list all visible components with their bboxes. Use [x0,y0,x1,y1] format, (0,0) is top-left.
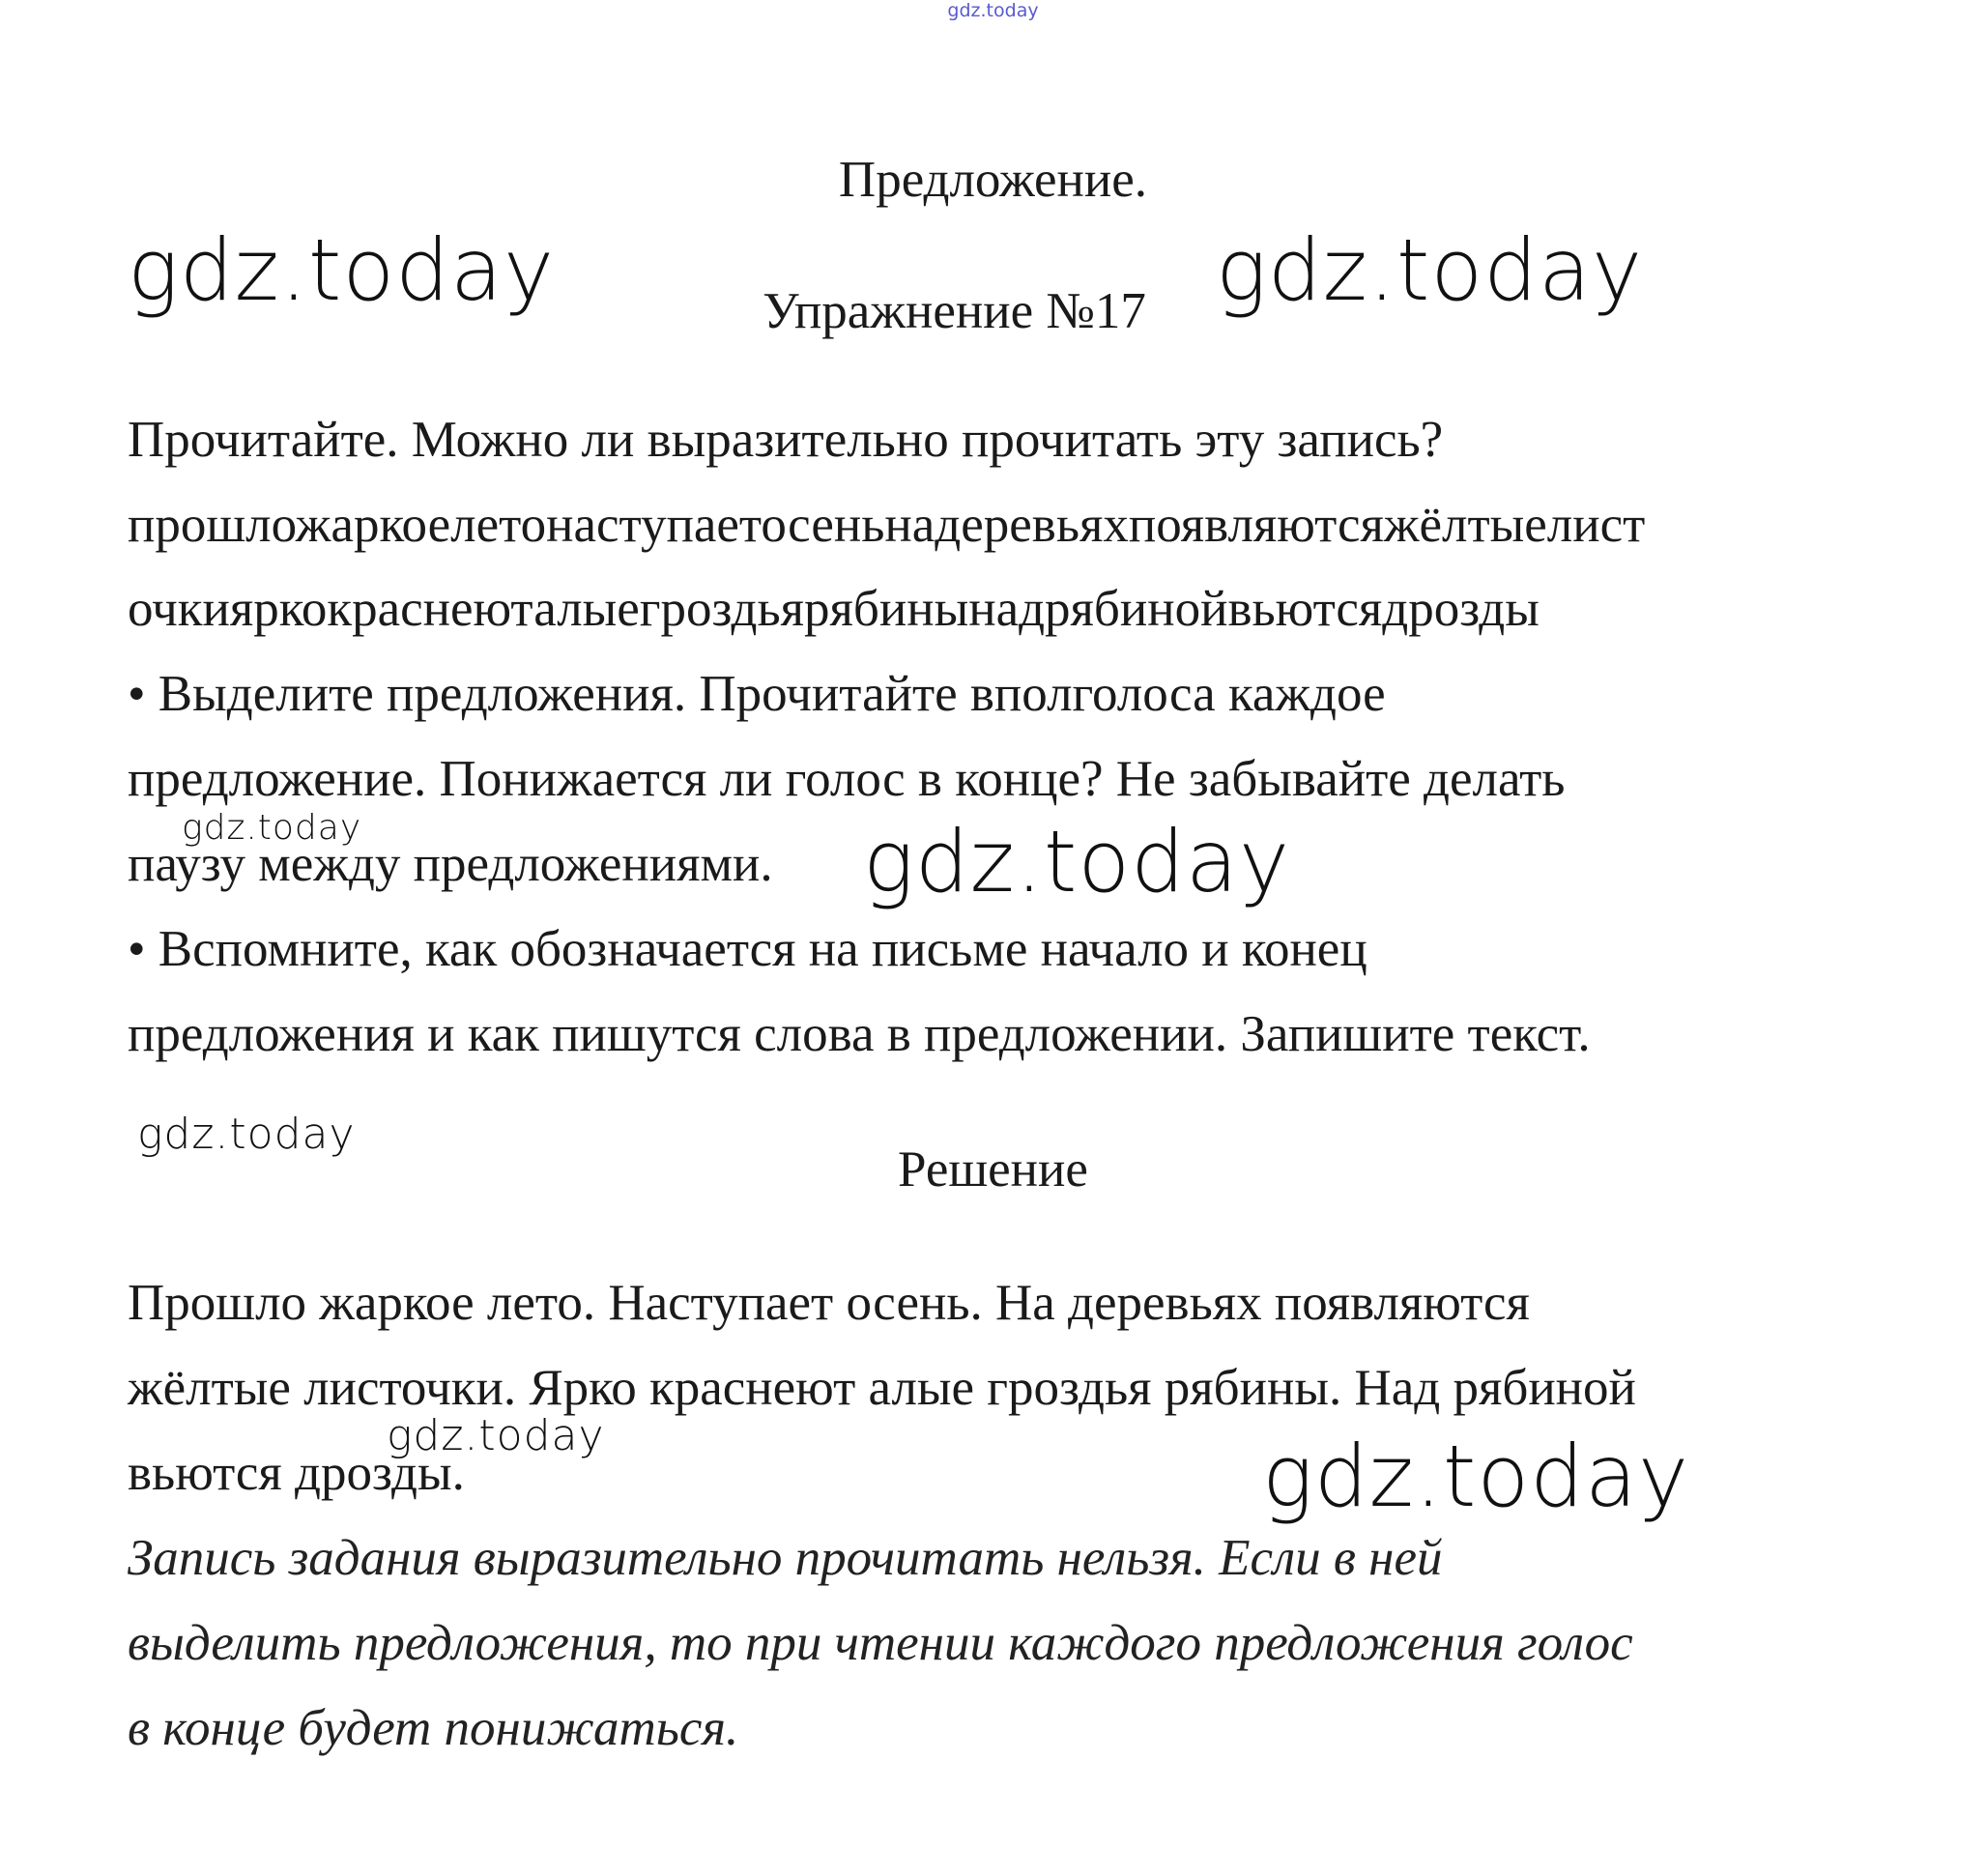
watermark-large-2: gdz.today [1216,220,1644,320]
watermark-small-2: gdz.today [137,1110,356,1159]
task-line-2: прошложаркоелетонаступаетосеньнадеревьяхпоявляютсяжёлтыелист [128,497,1646,553]
solution-line-3: вьются дрозды. [128,1445,465,1501]
watermark-large-1: gdz.today [128,220,556,320]
watermark-small-1: gdz.today [182,808,362,848]
watermark-large-4: gdz.today [1262,1427,1690,1526]
watermark-large-3: gdz.today [863,812,1291,911]
task-line-6: паузу между предложениями. [128,836,773,892]
note-line-1: Запись задания выразительно прочитать нельзя. Если в ней [128,1530,1443,1586]
solution-line-1: Прошло жаркое лето. Наступает осень. На деревьях появляются [128,1275,1530,1331]
watermark-small-3: gdz.today [387,1411,605,1460]
task-line-1: Прочитайте. Можно ли выразительно прочитать эту запись? [128,412,1444,468]
task-line-3: очкияркокраснеюталыегроздьярябинынадрябинойвьютсядрозды [128,581,1540,637]
topic-title: Предложение. [838,152,1148,208]
exercise-title: Упражнение №17 [763,283,1146,339]
note-line-3: в конце будет понижаться. [128,1700,739,1756]
note-line-2: выделить предложения, то при чтении каждого предложения голос [128,1615,1633,1671]
watermark-top: gdz.today [947,0,1039,21]
task-line-7: • Вспомните, как обозначается на письме начало и конец [128,921,1367,977]
solution-title: Решение [898,1141,1088,1198]
task-line-4: • Выделите предложения. Прочитайте вполголоса каждое [128,666,1386,722]
task-line-5: предложение. Понижается ли голос в конце? Не забывайте делать [128,751,1566,807]
task-line-8: предложения и как пишутся слова в предложении. Запишите текст. [128,1006,1591,1062]
solution-line-2: жёлтые листочки. Ярко краснеют алые гроздья рябины. Над рябиной [128,1360,1636,1416]
